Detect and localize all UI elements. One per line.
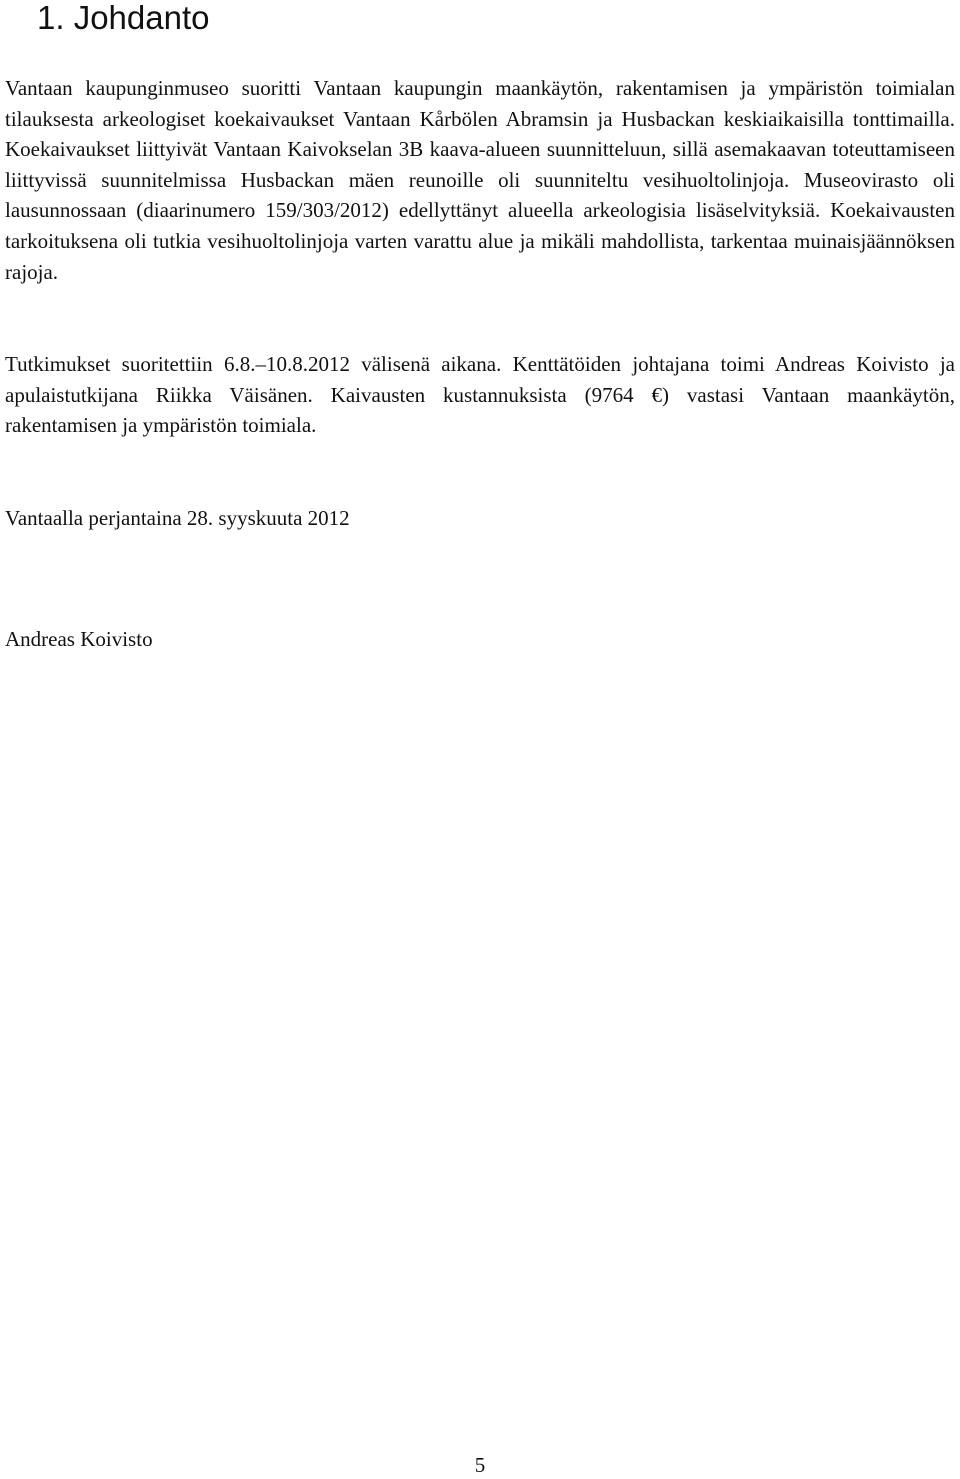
section-heading: 1. Johdanto <box>37 0 210 36</box>
intro-paragraph: Vantaan kaupunginmuseo suoritti Vantaan kaupungin maankäytön, rakentamisen ja ympäristön toimialan tilauksesta arkeologiset koekaivaukset Vantaan Kårbölen Abramsin ja Husbackan keskiaikaisilla tonttimailla. Koekaivaukset liittyivät Vantaan Kaivokselan 3B kaava-alueen suunnitteluun, sillä asemakaavan toteuttamiseen liittyvissä suunnitelmissa Husbackan mäen reunoille oli suunniteltu vesihuoltolinjoja. Museovirasto oli lausunnossaan (diaarinumero 159/303/2012) edellyttänyt alueella arkeologisia lisäselvityksiä. Koekaivausten tarkoituksena oli tutkia vesihuoltolinjoja varten varattu alue ja mikäli mahdollista, tarkentaa muinaisjäännöksen rajoja. <box>5 76 955 284</box>
fieldwork-paragraph: Tutkimukset suoritettiin 6.8.–10.8.2012 välisenä aikana. Kenttätöiden johtajana toimi Andreas Koivisto ja apulaistutkijana Riikka Väisänen. Kaivausten kustannuksista (9764 €) vastasi Vantaan maankäytön, rakentamisen ja ympäristön toimiala. <box>5 352 955 438</box>
signature-name: Andreas Koivisto <box>5 627 153 651</box>
date-line: Vantaalla perjantaina 28. syyskuuta 2012 <box>5 506 350 530</box>
page-number: 5 <box>474 1453 486 1477</box>
